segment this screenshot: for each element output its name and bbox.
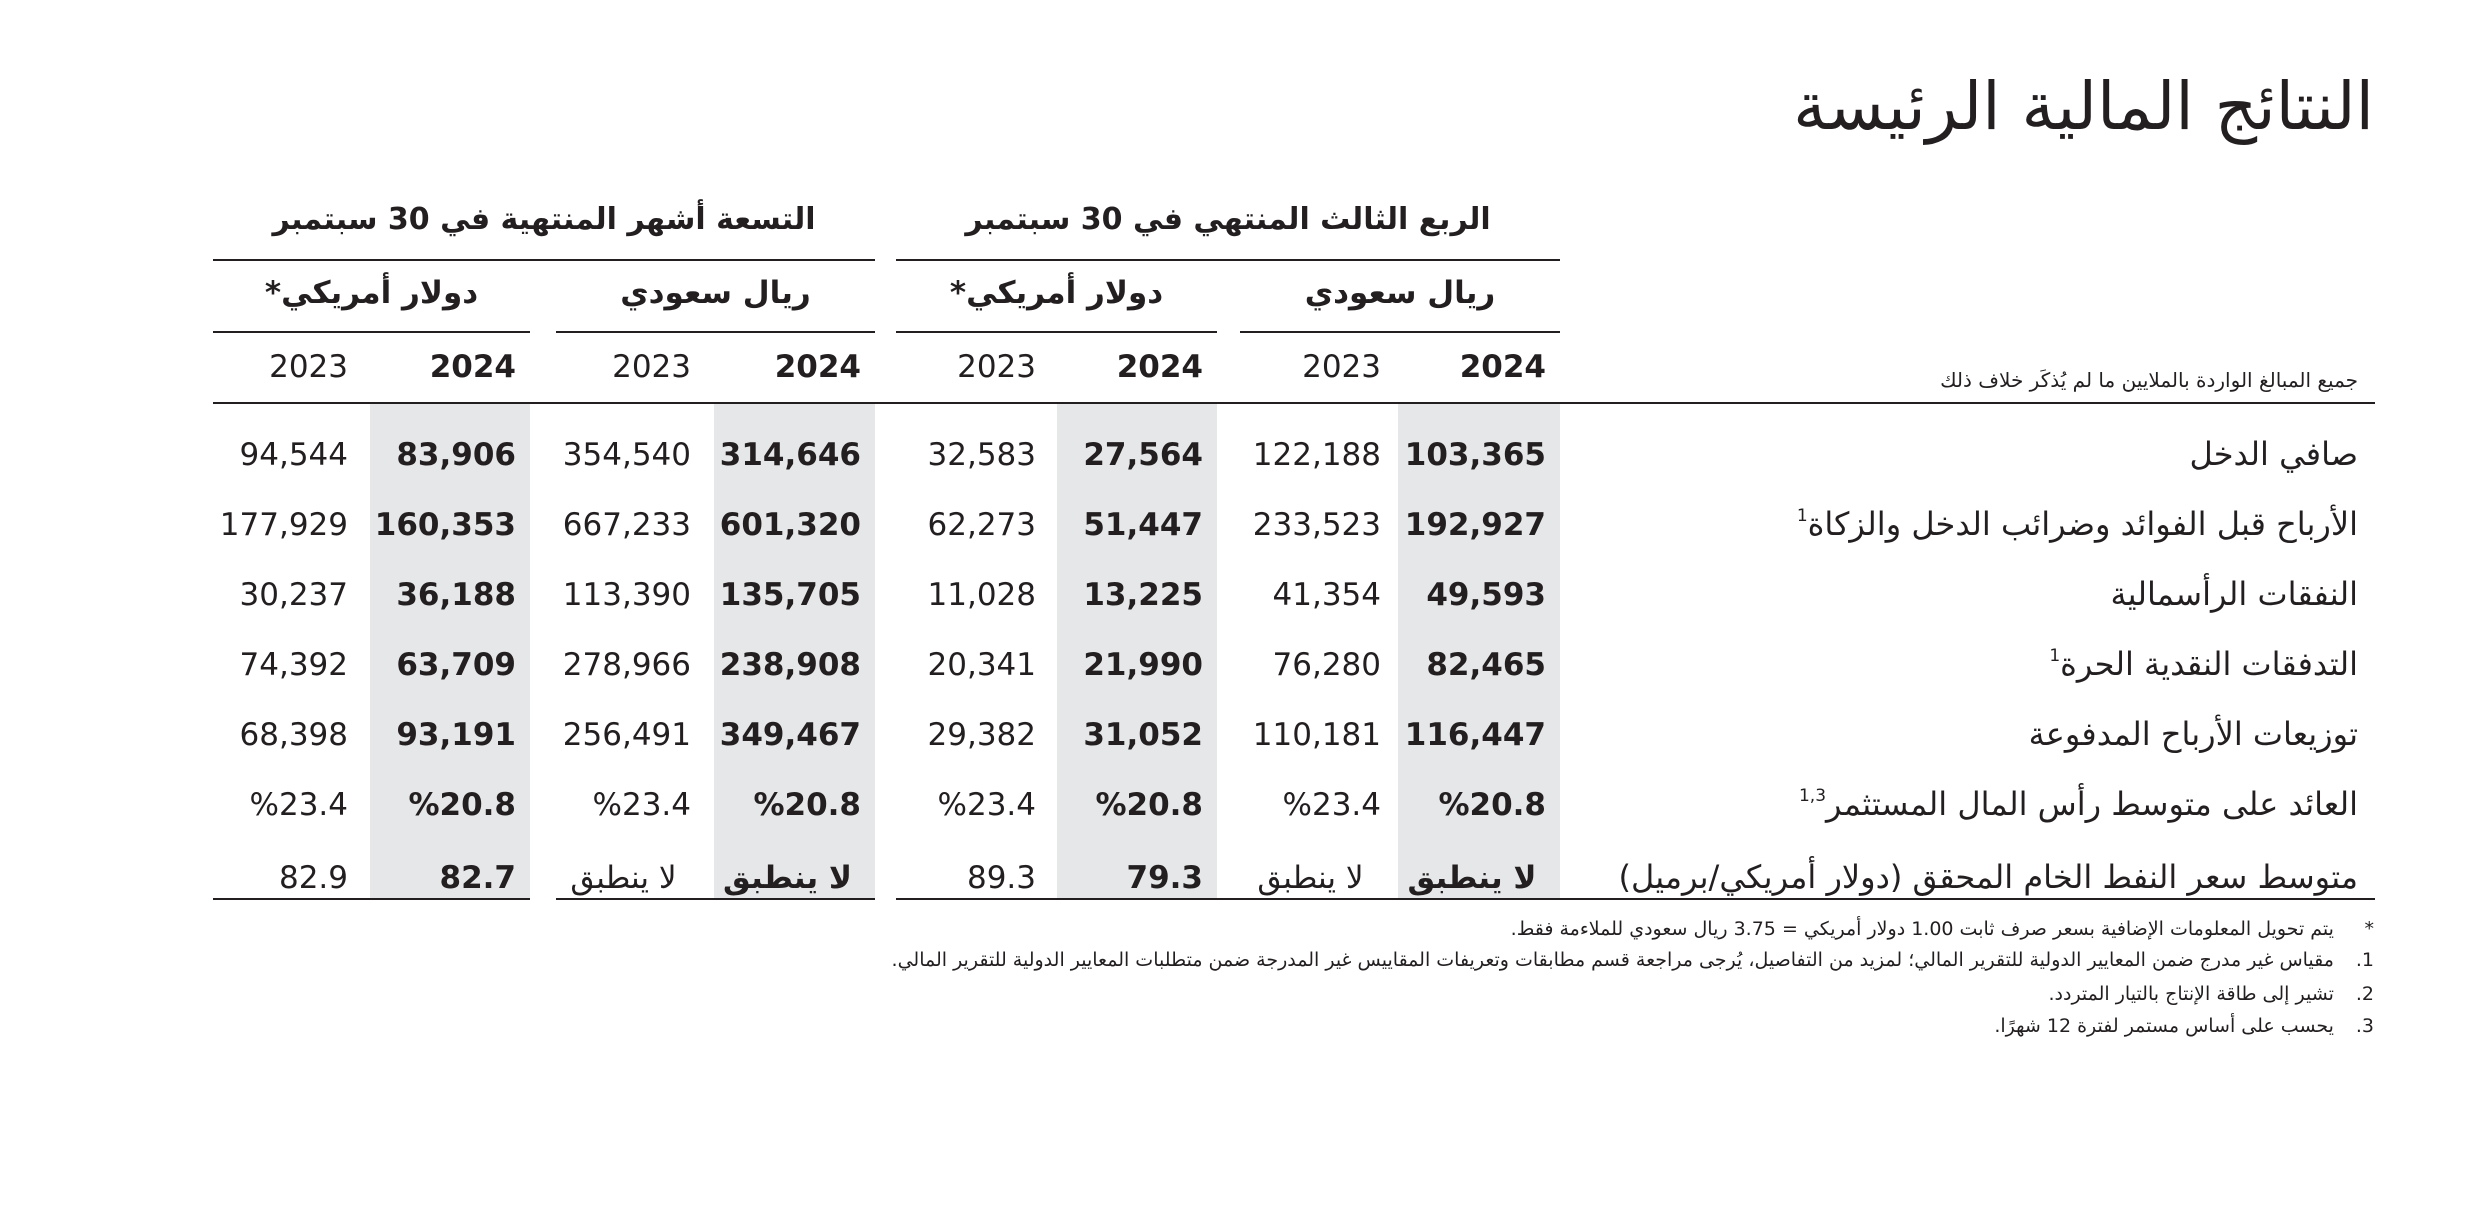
- footnote-reference: 1: [1796, 506, 1808, 526]
- footnote-text: تشير إلى طاقة الإنتاج بالتيار المتردد.: [2048, 983, 2334, 1005]
- row-label: [1618, 858, 2358, 896]
- value-cell: 349,467: [719, 717, 861, 753]
- row-label-text: صافي الدخل: [2189, 435, 2358, 473]
- value-cell: 74,392: [239, 647, 348, 683]
- footnote-text: يحسب على أساس مستمر لفترة 12 شهرًا.: [1994, 1015, 2334, 1037]
- value-cell: لا ينطبق: [723, 860, 852, 896]
- value-cell: 122,188: [1252, 437, 1381, 473]
- footnote-reference: 1: [2049, 646, 2061, 666]
- value-cell: %20.8: [1438, 787, 1546, 823]
- value-cell: 354,540: [562, 437, 691, 473]
- currency-header: ريال سعودي: [1304, 275, 1496, 311]
- row-label: [2049, 645, 2358, 683]
- value-cell: 238,908: [719, 647, 861, 683]
- value-cell: لا ينطبق: [1257, 860, 1364, 896]
- value-cell: 601,320: [719, 507, 861, 543]
- value-cell: 11,028: [927, 577, 1036, 613]
- currency-rule: [556, 331, 875, 333]
- value-cell: 68,398: [239, 717, 348, 753]
- value-cell: 256,491: [562, 717, 691, 753]
- footnote-text: يتم تحويل المعلومات الإضافية بسعر صرف ثابت 1.00 دولار أمريكي = 3.75 ريال سعودي للملاءمة فقط.: [1510, 918, 2334, 940]
- value-cell: %23.4: [249, 787, 348, 823]
- value-cell: 93,191: [396, 717, 516, 753]
- value-cell: %20.8: [408, 787, 516, 823]
- value-cell: 76,280: [1272, 647, 1381, 683]
- value-cell: 32,583: [927, 437, 1036, 473]
- value-cell: 41,354: [1272, 577, 1381, 613]
- value-cell: 31,052: [1083, 717, 1203, 753]
- row-label-text: متوسط سعر النفط الخام المحقق (دولار أمريكي/برميل): [1618, 858, 2358, 896]
- value-cell: 135,705: [719, 577, 861, 613]
- value-cell: 667,233: [562, 507, 691, 543]
- units-note: جميع المبالغ الواردة بالملايين ما لم يُذكَر خلاف ذلك: [1940, 368, 2358, 392]
- value-cell: 79.3: [1126, 860, 1203, 896]
- currency-rule: [896, 331, 1217, 333]
- value-cell: 29,382: [927, 717, 1036, 753]
- value-cell: 192,927: [1404, 507, 1546, 543]
- year-header: 2023: [1302, 349, 1381, 385]
- year-header: 2023: [612, 349, 691, 385]
- year-header: 2024: [1459, 349, 1546, 385]
- value-cell: 103,365: [1404, 437, 1546, 473]
- value-cell: 63,709: [396, 647, 516, 683]
- value-cell: 20,341: [927, 647, 1036, 683]
- group-rule: [896, 259, 1560, 261]
- row-label-text: العائد على متوسط رأس المال المستثمر: [1826, 785, 2358, 823]
- table-bottom-rule: [1560, 898, 2375, 900]
- value-cell: 110,181: [1252, 717, 1381, 753]
- footnote-star: [1511, 918, 2374, 940]
- group-rule: [213, 259, 875, 261]
- row-label-text: الأرباح قبل الفوائد وضرائب الدخل والزكاة: [1807, 505, 2358, 543]
- value-cell: 94,544: [239, 437, 348, 473]
- footnote-mark: 1.: [2355, 949, 2374, 971]
- value-cell: 83,906: [396, 437, 516, 473]
- row-label-text: النفقات الرأسمالية: [2110, 575, 2358, 613]
- row-label-text: توزيعات الأرباح المدفوعة: [2028, 715, 2358, 753]
- value-cell: 13,225: [1083, 577, 1203, 613]
- value-cell: 36,188: [396, 577, 516, 613]
- value-cell: 30,237: [239, 577, 348, 613]
- year-header: 2023: [957, 349, 1036, 385]
- value-cell: 82.7: [439, 860, 516, 896]
- footnote-2: [2048, 983, 2374, 1005]
- currency-rule: [213, 331, 530, 333]
- table-bottom-rule: [896, 898, 1560, 900]
- value-cell: 82.9: [278, 860, 348, 896]
- value-cell: %20.8: [1095, 787, 1203, 823]
- value-cell: 278,966: [562, 647, 691, 683]
- value-cell: 314,646: [719, 437, 861, 473]
- table-bottom-rule: [213, 898, 530, 900]
- value-cell: 233,523: [1252, 507, 1381, 543]
- table-bottom-rule: [556, 898, 875, 900]
- year-header: 2024: [429, 349, 516, 385]
- row-label: [1796, 505, 2358, 543]
- year-header: 2023: [269, 349, 348, 385]
- value-cell: 113,390: [562, 577, 691, 613]
- value-cell: %23.4: [937, 787, 1036, 823]
- value-cell: 27,564: [1083, 437, 1203, 473]
- footnote-text: مقياس غير مدرج ضمن المعايير الدولية للتقرير المالي؛ لمزيد من التفاصيل، يُرجى مراجعة قسم مطابقات وتعريفات المقاييس غير المدرجة ضمن متطلبات المعايير الدولية للتقرير المالي.: [891, 949, 2334, 971]
- row-label: [2189, 435, 2358, 473]
- currency-rule: [1240, 331, 1560, 333]
- currency-header: ريال سعودي: [620, 275, 811, 311]
- value-cell: 89.3: [966, 860, 1036, 896]
- value-cell: 82,465: [1426, 647, 1546, 683]
- value-cell: 160,353: [374, 507, 516, 543]
- row-label: [2110, 575, 2358, 613]
- year-header: 2024: [774, 349, 861, 385]
- row-label-text: التدفقات النقدية الحرة: [2060, 645, 2358, 683]
- value-cell: 62,273: [927, 507, 1036, 543]
- value-cell: لا ينطبق: [570, 860, 677, 896]
- value-cell: 177,929: [219, 507, 348, 543]
- footnote-mark: 3.: [2355, 1015, 2374, 1037]
- value-cell: 51,447: [1083, 507, 1203, 543]
- period-group-header: الربع الثالث المنتهي في 30 سبتمبر: [965, 202, 1491, 237]
- value-cell: %20.8: [753, 787, 861, 823]
- row-label: [2028, 715, 2358, 753]
- value-cell: %23.4: [592, 787, 691, 823]
- footnote-reference: 1,3: [1798, 786, 1827, 806]
- footnote-1: [892, 949, 2374, 971]
- page-title: النتائج المالية الرئيسة: [1793, 68, 2374, 145]
- value-cell: %23.4: [1282, 787, 1381, 823]
- value-cell: 116,447: [1404, 717, 1546, 753]
- period-group-header: التسعة أشهر المنتهية في 30 سبتمبر: [272, 202, 816, 237]
- footnote-3: [1994, 1015, 2374, 1037]
- value-cell: لا ينطبق: [1407, 860, 1537, 896]
- footnote-mark: 2.: [2355, 983, 2374, 1005]
- currency-header: دولار أمريكي*: [264, 275, 479, 311]
- footnote-mark: *: [2364, 918, 2374, 940]
- currency-header: دولار أمريكي*: [949, 275, 1164, 311]
- value-cell: 21,990: [1083, 647, 1203, 683]
- row-label: [1798, 785, 2358, 823]
- year-header: 2024: [1116, 349, 1203, 385]
- value-cell: 49,593: [1426, 577, 1546, 613]
- header-bottom-rule: [213, 402, 2375, 404]
